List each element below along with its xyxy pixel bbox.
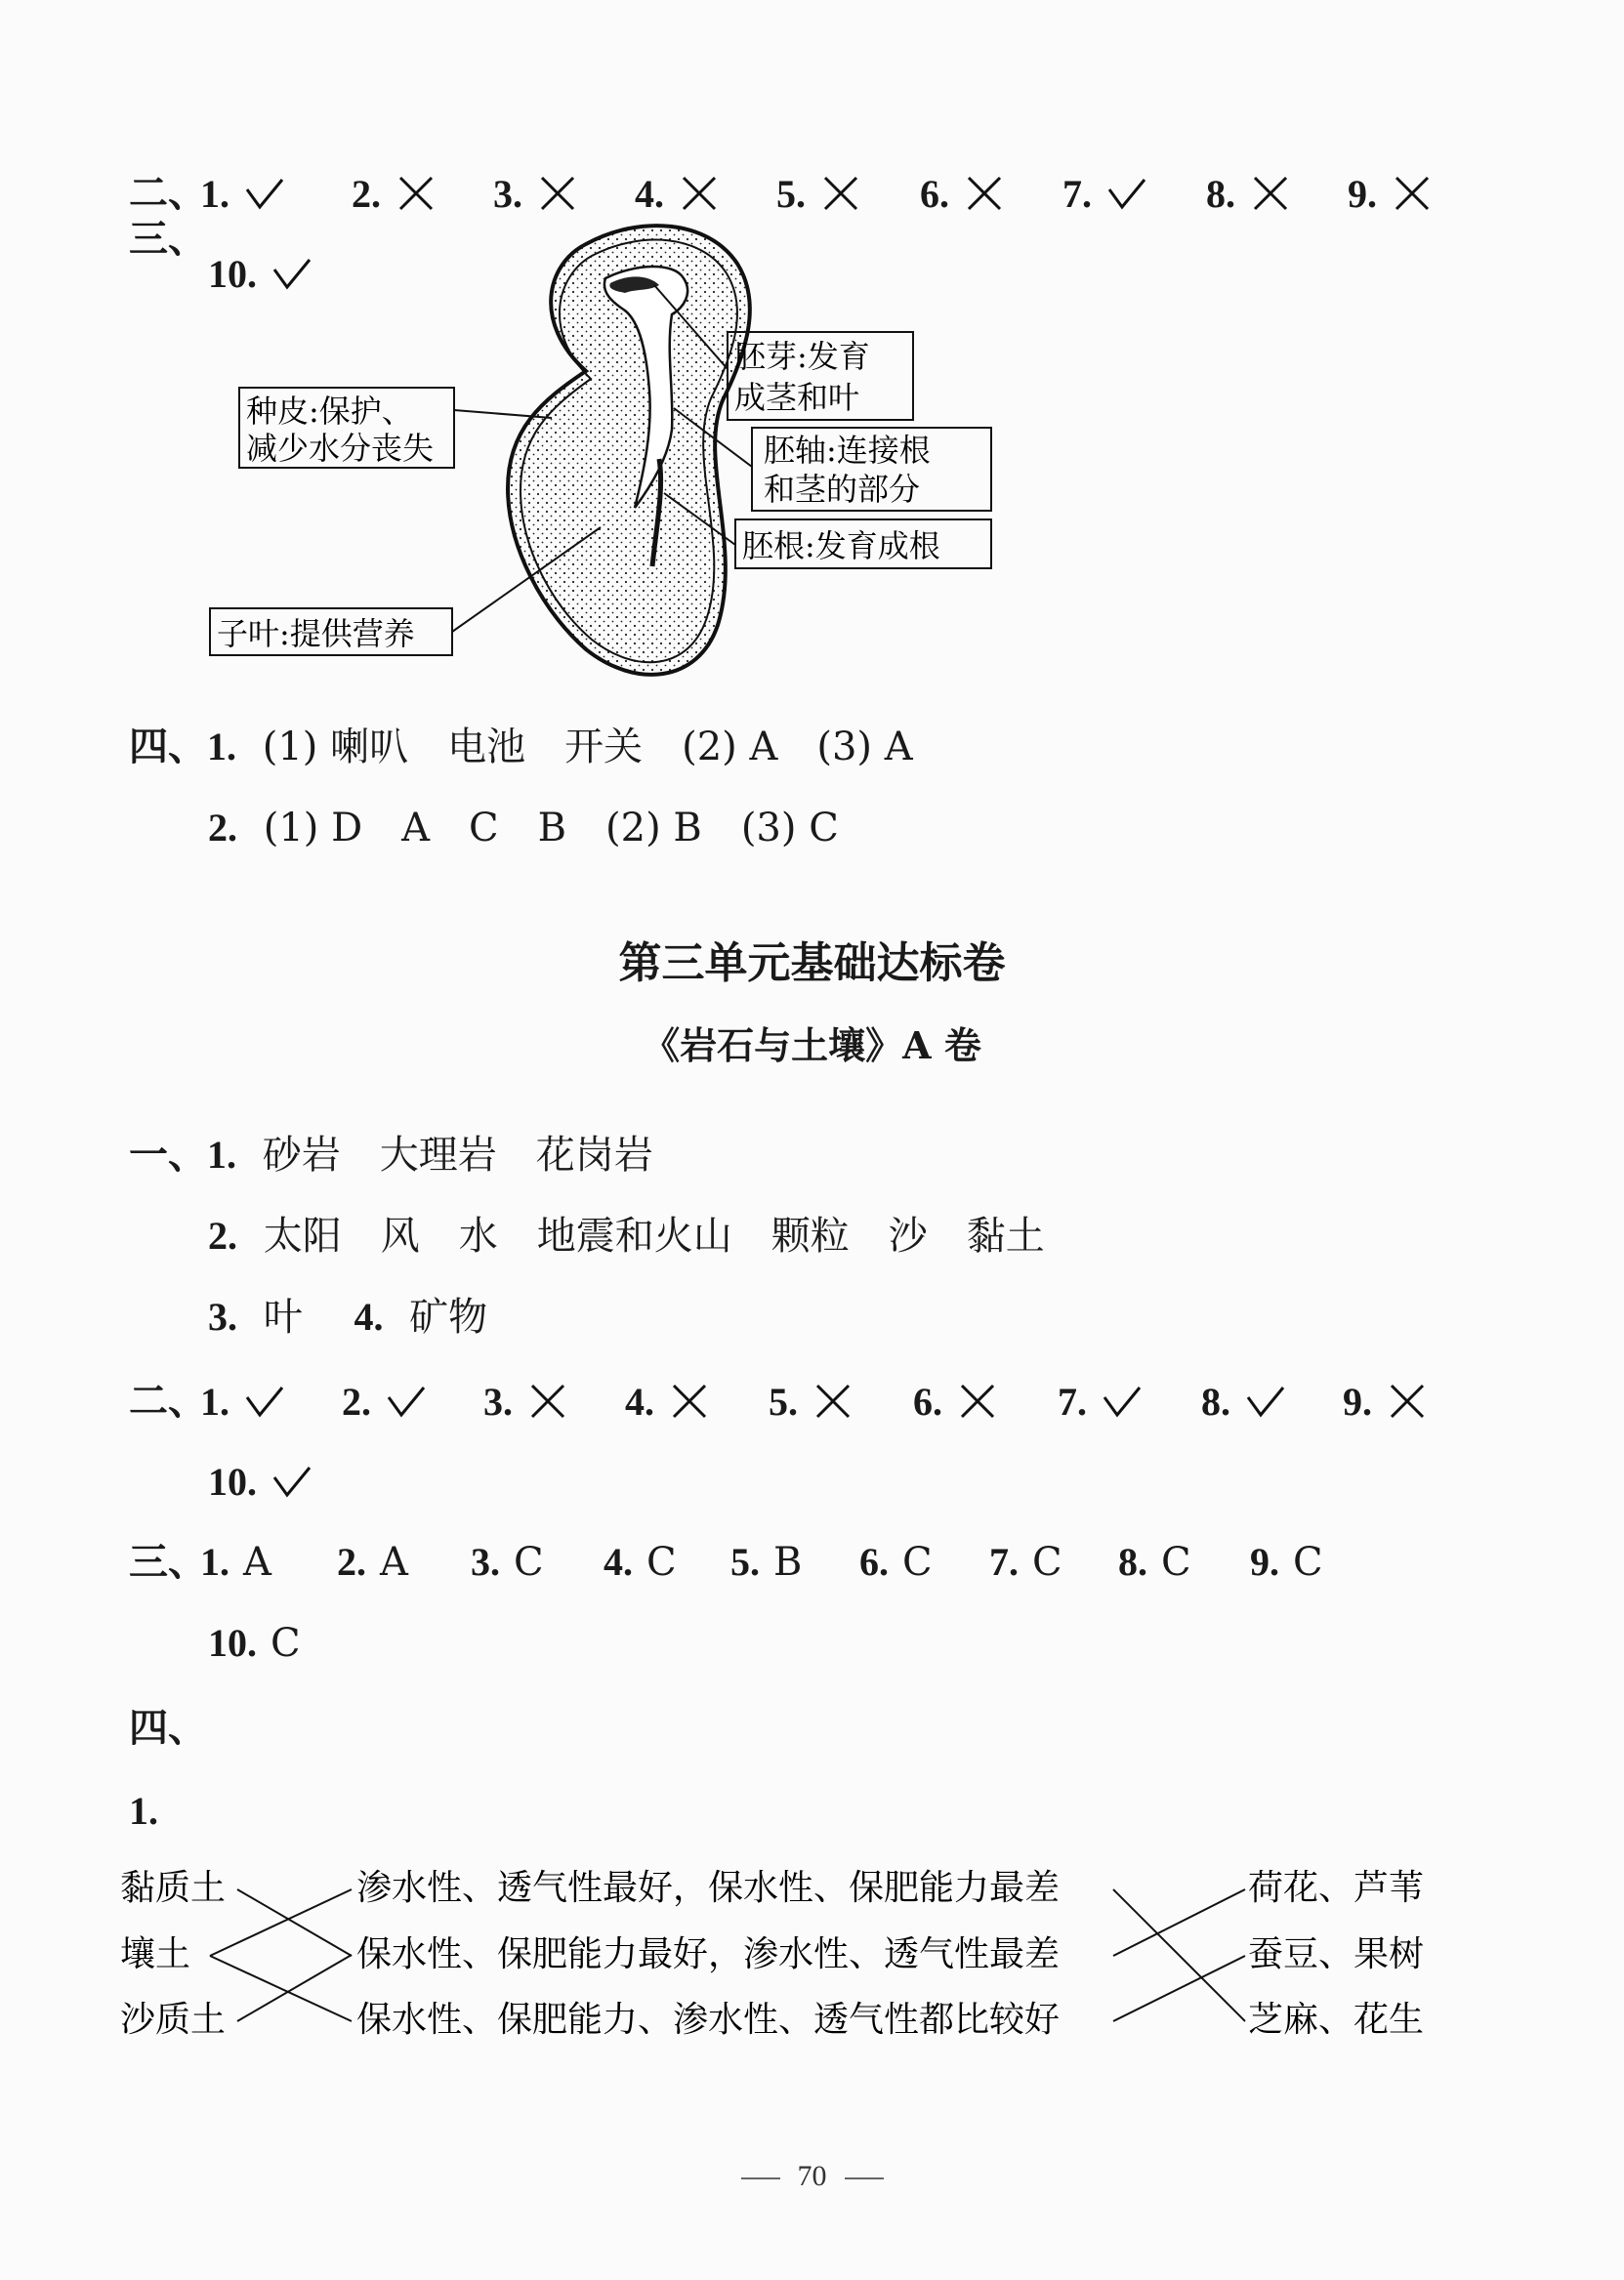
footer-dash-right	[845, 2177, 884, 2179]
q-number: 7.	[1058, 1380, 1087, 1424]
q-number: 1.	[200, 172, 229, 216]
tf-item	[625, 1382, 711, 1428]
q-number: 2.	[352, 172, 381, 216]
mc-item	[471, 1540, 544, 1585]
q-number: 8.	[1201, 1380, 1230, 1424]
bean-seed-diagram	[0, 0, 1624, 703]
mc-answer: C	[514, 1540, 544, 1585]
tf-item	[769, 1382, 854, 1428]
part-4-q1-number: 1.	[129, 1789, 158, 1833]
mc-answer: B	[773, 1540, 803, 1585]
q-number: 5.	[769, 1380, 798, 1424]
mc-answer: A	[380, 1540, 408, 1585]
q-number: 10.	[208, 1621, 257, 1665]
q-number: 4.	[635, 172, 664, 216]
soil-loam: 壤土	[120, 1934, 191, 1974]
part-1-q3-row	[208, 1295, 488, 1340]
q-number: 9.	[1348, 172, 1377, 216]
section-4-heading: 四、	[129, 724, 207, 769]
q-number: 9.	[1250, 1540, 1279, 1584]
cross-mark-icon	[1386, 1382, 1429, 1428]
part-1-heading: 一、	[129, 1132, 207, 1178]
q-number: 5.	[776, 172, 806, 216]
q-number: 7.	[1062, 172, 1092, 216]
mc-answer: C	[646, 1540, 677, 1585]
soil-sandy: 沙质土	[120, 2000, 227, 2040]
tf-item	[208, 1462, 313, 1508]
mc-answer: C	[271, 1621, 301, 1666]
plant-3: 芝麻、花生	[1248, 2000, 1425, 2040]
mc-answer: C	[1293, 1540, 1323, 1585]
section-heading: 二、	[129, 1378, 207, 1424]
q-number: 3.	[483, 1380, 513, 1424]
q-number: 5.	[730, 1540, 760, 1584]
footer-dash-left	[741, 2177, 780, 2179]
answer-text: 叶	[263, 1295, 303, 1340]
label-cotyledon: 子叶:提供营养	[217, 615, 415, 652]
property-3: 保水性、保肥能力、渗水性、透气性都比较好	[356, 2000, 1061, 2040]
q-number: 3.	[208, 1295, 237, 1339]
answer-text: (1) D A C B (2) B (3) C	[263, 806, 839, 850]
sub-title: 《岩石与土壤》A 卷	[643, 1023, 981, 1067]
part-4-heading: 四、	[129, 1705, 207, 1751]
answer-text: (1) 喇叭 电池 开关 (2) A (3) A	[262, 725, 913, 769]
matching-diagram	[0, 1855, 1624, 2051]
cross-mark-icon	[668, 1382, 711, 1428]
mc-item	[859, 1540, 933, 1585]
section-3-heading: 三、	[129, 216, 207, 262]
unit-title: 第三单元基础达标卷	[618, 938, 1006, 988]
mc-answer: C	[1161, 1540, 1191, 1585]
mc-item	[604, 1540, 677, 1585]
label-radicle: 胚根:发育成根	[742, 527, 940, 564]
q-number: 6.	[913, 1380, 942, 1424]
check-mark-icon	[1101, 1382, 1144, 1428]
property-1: 渗水性、透气性最好，保水性、保肥能力最差	[356, 1868, 1061, 1908]
q-number: 3.	[493, 172, 522, 216]
section-heading: 三、	[129, 1539, 207, 1585]
property-2: 保水性、保肥能力最好，渗水性、透气性最差	[356, 1934, 1061, 1974]
mc-item	[1250, 1540, 1323, 1585]
answer-text: 砂岩 大理岩 花岗岩	[262, 1133, 653, 1178]
q-number: 6.	[859, 1540, 889, 1584]
mc-answer: C	[902, 1540, 933, 1585]
soil-clay: 黏质土	[120, 1868, 227, 1908]
mc-item	[730, 1540, 803, 1585]
q-number: 4.	[354, 1295, 384, 1339]
page-footer	[0, 2160, 1624, 2193]
tf-item	[483, 1382, 569, 1428]
q-number: 1.	[200, 1540, 229, 1584]
label-plumule-line2: 成茎和叶	[734, 379, 860, 416]
mc-item	[200, 1540, 271, 1585]
page-number: 70	[797, 2160, 827, 2192]
mc-answer: C	[1032, 1540, 1062, 1585]
q-number: 1.	[207, 725, 236, 768]
tf-item	[913, 1382, 999, 1428]
cross-mark-icon	[956, 1382, 999, 1428]
label-hypocotyl-line1: 胚轴:连接根	[764, 432, 931, 469]
check-mark-icon	[243, 1382, 286, 1428]
q-number: 6.	[920, 172, 949, 216]
q-number: 2.	[342, 1380, 371, 1424]
answer-text: 矿物	[409, 1295, 488, 1340]
q-number: 2.	[337, 1540, 366, 1584]
tf-item	[1201, 1382, 1287, 1428]
label-seed-coat-line2: 减少水分丧失	[246, 430, 435, 467]
section-4-q1-row	[129, 724, 913, 769]
q-number: 10.	[208, 252, 257, 296]
q-number: 9.	[1343, 1380, 1372, 1424]
cross-mark-icon	[812, 1382, 854, 1428]
label-hypocotyl-line2: 和茎的部分	[764, 471, 921, 508]
tf-item	[200, 1382, 286, 1428]
plant-1: 荷花、芦苇	[1248, 1868, 1425, 1908]
section-4-q2-row	[208, 808, 839, 848]
check-mark-icon	[271, 1462, 313, 1508]
answer-text: 太阳 风 水 地震和火山 颗粒 沙 黏土	[263, 1214, 1045, 1259]
mc-item	[337, 1540, 408, 1585]
mc-item	[208, 1621, 301, 1666]
tf-item	[1058, 1382, 1144, 1428]
q-number: 4.	[625, 1380, 654, 1424]
q-number: 10.	[208, 1460, 257, 1504]
check-mark-icon	[385, 1382, 428, 1428]
q-number: 4.	[604, 1540, 633, 1584]
q-number: 3.	[471, 1540, 500, 1584]
part-1-q2-row	[208, 1214, 1045, 1259]
check-mark-icon	[1244, 1382, 1287, 1428]
q-number: 1.	[200, 1380, 229, 1424]
q-number: 7.	[989, 1540, 1019, 1584]
q-number: 2.	[208, 806, 237, 850]
label-seed-coat-line1: 种皮:保护、	[246, 393, 413, 430]
tf-item	[342, 1382, 428, 1428]
plant-2: 蚕豆、果树	[1248, 1934, 1425, 1974]
q-number: 1.	[207, 1133, 236, 1177]
mc-item	[989, 1540, 1062, 1585]
mc-answer: A	[243, 1540, 271, 1585]
cross-mark-icon	[526, 1382, 569, 1428]
part-1-q1-row	[129, 1132, 653, 1178]
tf-item	[1343, 1382, 1429, 1428]
q-number: 8.	[1206, 172, 1235, 216]
label-plumule-line1: 胚芽:发育	[734, 338, 870, 375]
mc-item	[1118, 1540, 1191, 1585]
q-number: 2.	[208, 1214, 237, 1258]
q-number: 8.	[1118, 1540, 1147, 1584]
section-heading: 二、	[129, 170, 207, 216]
